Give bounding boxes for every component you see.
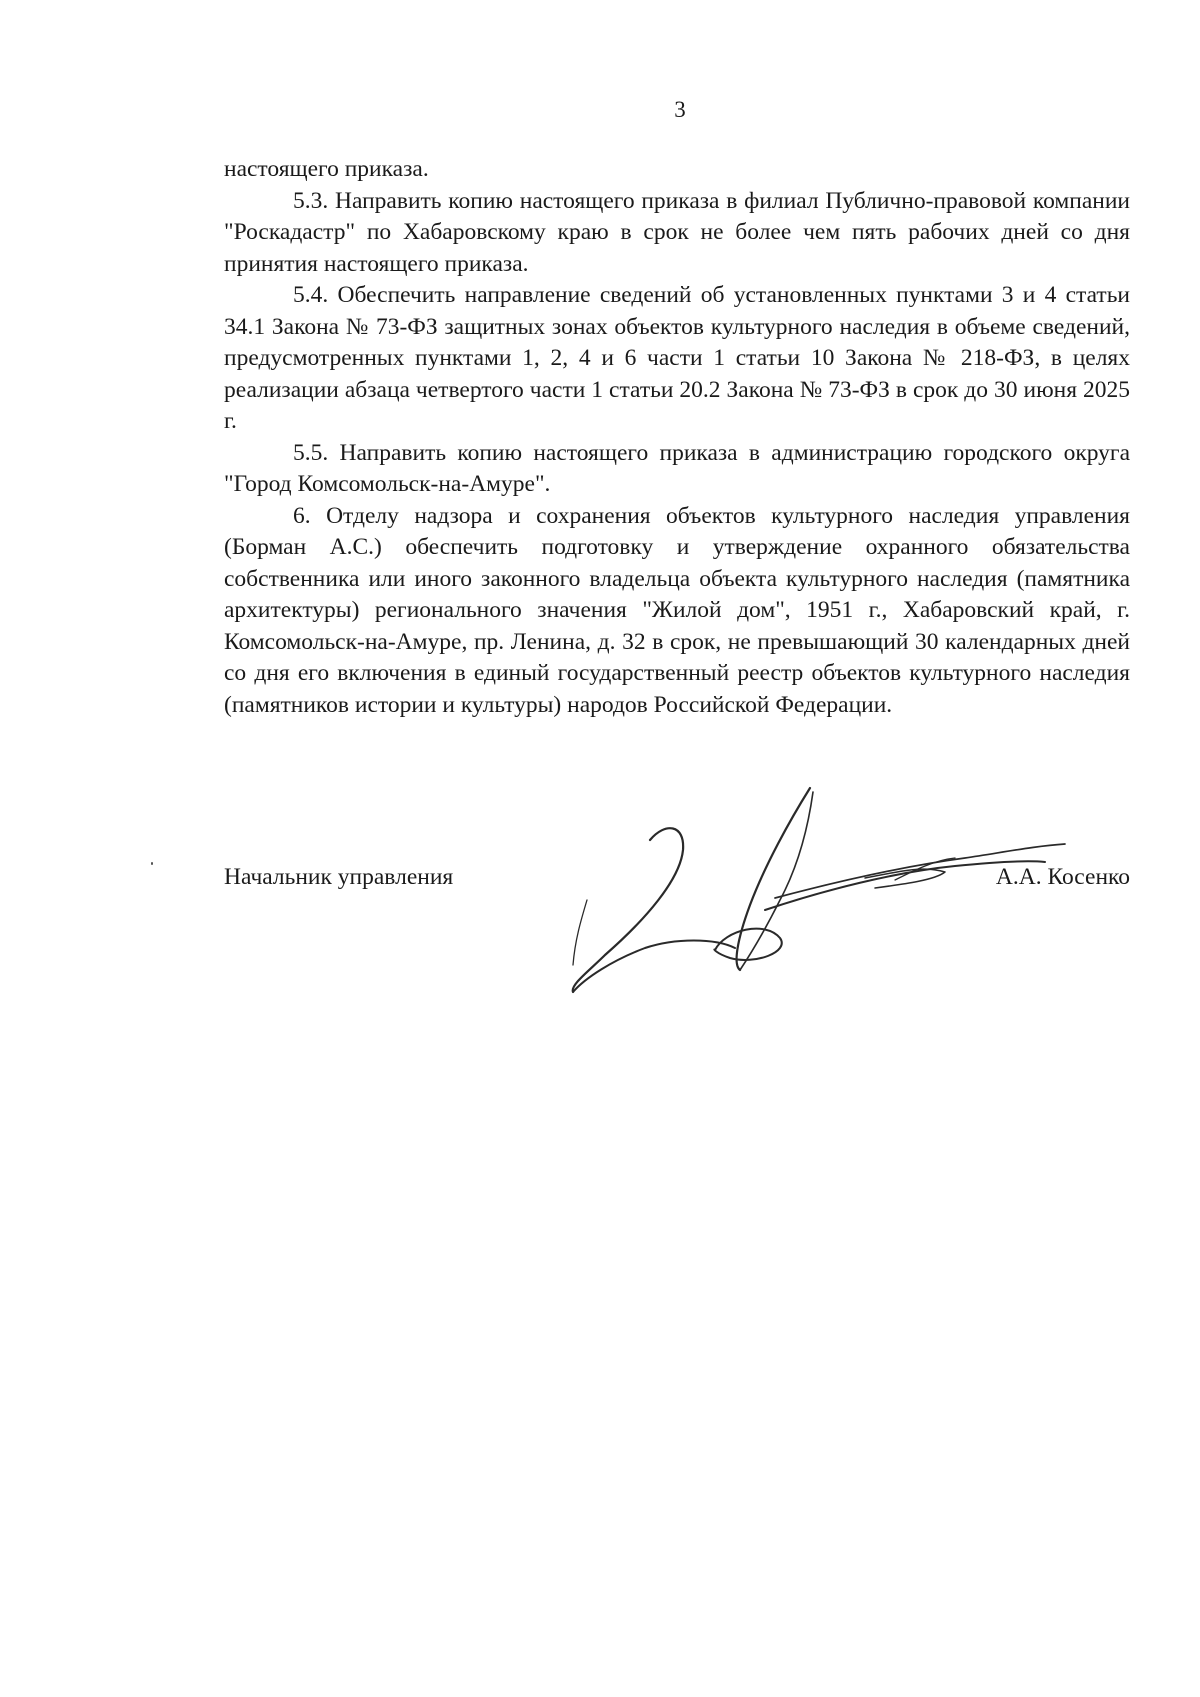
paragraph-5-4: 5.4. Обеспечить направление сведений об установленных пунктами 3 и 4 статьи 34.1 Закона № 73-ФЗ защитных зонах объектов культурного наследия в объеме сведений, предусмотренных пунктами 1, 2, 4 и 6 части 1 статьи 10 Закона № 218-ФЗ, в целях реализации абзаца четвертого части 1 статьи 20.2 Закона № 73-ФЗ в срок до 30 июня 2025 г. [224,282,1130,434]
paragraph-continuation: настоящего приказа. [224,156,429,182]
paragraph-6: 6. Отделу надзора и сохранения объектов культурного наследия управления (Борман А.С.) обеспечить подготовку и утверждение охранного обязательства собственника или иного законного владельца объекта культурного наследия (памятника архитектуры) регионального значения "Жилой дом", 1951 г., Хабаровский край, г. Комсомольск-на-Амуре, пр. Ленина, д. 32 в срок, не превышающий 30 календарных дней со дня его включения в единый государственный реестр объектов культурного наследия (памятников истории и культуры) народов Российской Федерации. [224,502,1130,718]
document-body [224,154,1130,721]
signatory-position: Начальник управления [224,864,454,890]
page-number: 3 [674,97,686,122]
handwritten-signature [565,780,1105,1020]
signatory-name: А.А. Косенко [995,864,1130,890]
paragraph-5-5: 5.5. Направить копию настоящего приказа в администрацию городского округа "Город Комсомольск-на-Амуре". [224,439,1130,497]
paragraph-5-3: 5.3. Направить копию настоящего приказа в филиал Публично-правовой компании "Роскадастр" по Хабаровскому краю в срок не более чем пять рабочих дней со дня принятия настоящего приказа. [224,187,1130,277]
scan-speck [151,862,153,865]
